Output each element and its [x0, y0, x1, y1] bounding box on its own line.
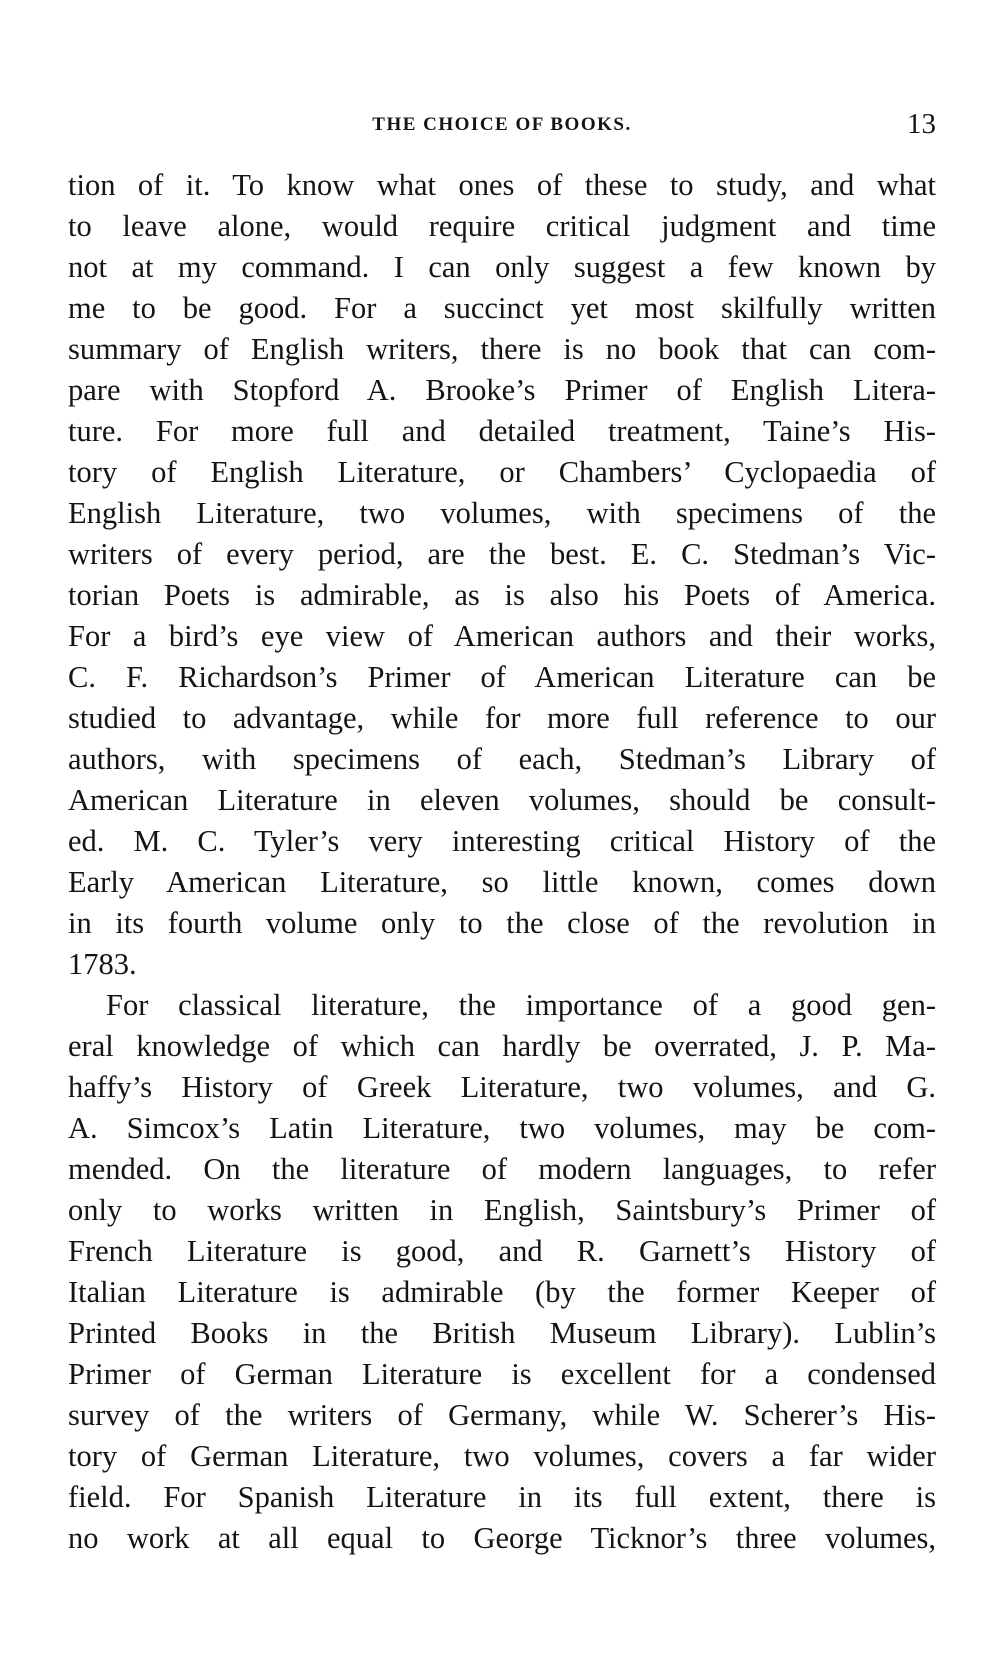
text-line: haffy’s History of Greek Literature, two volumes, and G. [68, 1070, 936, 1104]
paragraph-1 [68, 165, 936, 985]
paragraph-2 [68, 985, 936, 1559]
text-line: For a bird’s eye view of American authors and their works, [68, 619, 936, 653]
text-line: Early American Literature, so little known, comes down [68, 865, 936, 899]
text-line: French Literature is good, and R. Garnett’s History of [68, 1234, 936, 1268]
text-line: English Literature, two volumes, with specimens of the [68, 496, 936, 530]
text-line: American Literature in eleven volumes, should be consult- [68, 783, 936, 817]
text-line: writers of every period, are the best. E. C. Stedman’s Vic- [68, 537, 936, 571]
text-line: Italian Literature is admirable (by the former Keeper of [68, 1275, 936, 1309]
text-line: pare with Stopford A. Brooke’s Primer of English Litera- [68, 373, 936, 407]
text-line: ture. For more full and detailed treatment, Taine’s His- [68, 414, 936, 448]
text-line: tion of it. To know what ones of these to study, and what [68, 168, 936, 202]
text-line: not at my command. I can only suggest a few known by [68, 250, 936, 284]
running-head [68, 108, 936, 144]
text-line: ed. M. C. Tyler’s very interesting critical History of the [68, 824, 936, 858]
text-line: Printed Books in the British Museum Library). Lublin’s [68, 1316, 936, 1350]
text-line: only to works written in English, Saintsbury’s Primer of [68, 1193, 936, 1227]
text-line: C. F. Richardson’s Primer of American Literature can be [68, 660, 936, 694]
text-line: me to be good. For a succinct yet most skilfully written [68, 291, 936, 325]
text-line: mended. On the literature of modern languages, to refer [68, 1152, 936, 1186]
text-line: 1783. [68, 947, 137, 981]
text-line: A. Simcox’s Latin Literature, two volumes, may be com- [68, 1111, 936, 1145]
text-line: tory of English Literature, or Chambers’ Cyclopaedia of [68, 455, 936, 489]
running-title: THE CHOICE OF BOOKS. [372, 114, 632, 135]
text-line: in its fourth volume only to the close of the revolution in [68, 906, 936, 940]
text-line: Primer of German Literature is excellent for a condensed [68, 1357, 936, 1391]
text-line: authors, with specimens of each, Stedman’s Library of [68, 742, 936, 776]
text-line: torian Poets is admirable, as is also his Poets of America. [68, 578, 936, 612]
text-line: summary of English writers, there is no book that can com- [68, 332, 936, 366]
text-line: tory of German Literature, two volumes, covers a far wider [68, 1439, 936, 1473]
text-line: survey of the writers of Germany, while W. Scherer’s His- [68, 1398, 936, 1432]
text-line: field. For Spanish Literature in its full extent, there is [68, 1480, 936, 1514]
page-number: 13 [907, 108, 936, 140]
body-text [68, 165, 936, 1559]
text-line: to leave alone, would require critical judgment and time [68, 209, 936, 243]
text-line: For classical literature, the importance of a good gen- [106, 988, 936, 1022]
text-line: no work at all equal to George Ticknor’s three volumes, [68, 1521, 936, 1555]
text-line: studied to advantage, while for more full reference to our [68, 701, 936, 735]
text-line: eral knowledge of which can hardly be overrated, J. P. Ma- [68, 1029, 936, 1063]
